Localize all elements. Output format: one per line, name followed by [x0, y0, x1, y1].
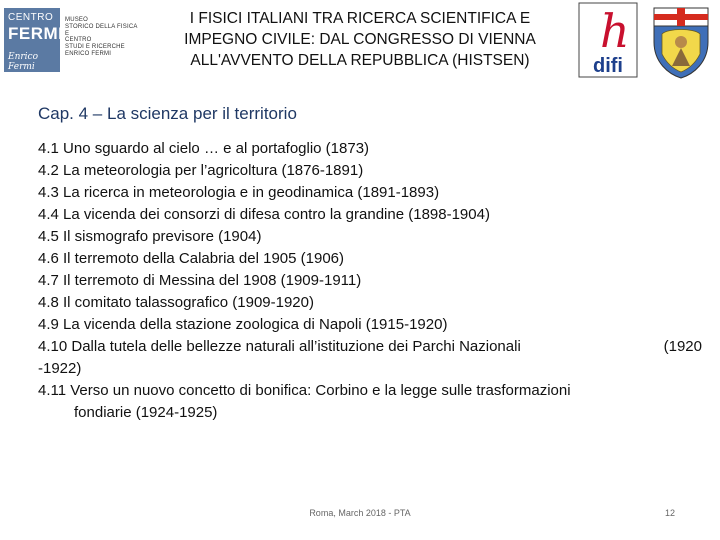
list-item [38, 292, 702, 314]
logo-block-line1: CENTRO [8, 12, 54, 23]
item-text: 4.5 Il sismografo previsore (1904) [38, 228, 262, 245]
item-text: 4.10 Dalla tutela delle bellezze naturali all’istituzione dei Parchi Nazionali [38, 338, 521, 355]
difi-glyph: h [600, 4, 630, 58]
item-text: 4.2 La meteorologia per l’agricoltura (1876-1891) [38, 162, 364, 179]
logo-text-line: STORICO DELLA FISICA [65, 23, 138, 30]
chapter-items [38, 138, 702, 424]
list-item [38, 226, 702, 248]
title-line: IMPEGNO CIVILE: DAL CONGRESSO DI VIENNA [184, 31, 536, 48]
difi-logo [578, 2, 638, 78]
item-text: 4.1 Uno sguardo al cielo … e al portafoglio (1873) [38, 140, 370, 157]
title-line: I FISICI ITALIANI TRA RICERCA SCIENTIFICA E [189, 10, 531, 27]
item-text: 4.6 Il terremoto della Calabria del 1905 (1906) [38, 250, 345, 267]
logo-text-line: MUSEO [65, 17, 89, 23]
item-text: 4.4 La vicenda dei consorzi di difesa contro la grandine (1898-1904) [38, 206, 490, 223]
logo-block-line2: FERMI [8, 24, 64, 43]
item-text: 4.11 Verso un nuovo concetto di bonifica: Corbino e la legge sulle trasformazioni [38, 382, 571, 399]
item-continuation: fondiarie (1924-1925) [74, 404, 218, 421]
page-number: 12 [664, 508, 675, 518]
logo-text-line: ENRICO FERMI [65, 50, 112, 57]
list-item [38, 182, 702, 204]
list-item [38, 336, 702, 380]
item-text: 4.3 La ricerca in meteorologia e in geodinamica (1891-1893) [38, 184, 440, 201]
difi-logo-icon [578, 2, 638, 78]
title-line: ALL'AVVENTO DELLA REPUBBLICA (HISTSEN) [190, 52, 530, 69]
difi-text: difi [593, 55, 623, 77]
item-continuation: -1922) [38, 360, 82, 377]
list-item [38, 380, 702, 424]
list-item [38, 138, 702, 160]
page-title [160, 8, 560, 71]
list-item [38, 270, 702, 292]
chapter-title: Cap. 4 – La scienza per il territorio [38, 104, 297, 123]
footer-text: Roma, March 2018 - PTA [309, 508, 411, 518]
list-item [38, 314, 702, 336]
item-text: 4.8 Il comitato talassografico (1909-1920) [38, 294, 314, 311]
logo-text [65, 17, 139, 58]
item-text: 4.9 La vicenda della stazione zoologica di Napoli (1915-1920) [38, 316, 448, 333]
logo-text-line: STUDI E RICERCHE [65, 44, 125, 51]
list-item [38, 204, 702, 226]
item-text: 4.7 Il terremoto di Messina del 1908 (1909-1911) [38, 272, 362, 289]
list-item [38, 248, 702, 270]
item-text-right: (1920 [663, 338, 702, 355]
logo-signature: Enrico Fermi [8, 52, 39, 72]
city-crest-icon [650, 4, 712, 80]
logo-text-line: CENTRO [65, 37, 92, 44]
centro-fermi-block [4, 8, 64, 72]
list-item [38, 160, 702, 182]
centro-fermi-logo [4, 8, 138, 72]
logo-text-line: E [65, 30, 70, 37]
